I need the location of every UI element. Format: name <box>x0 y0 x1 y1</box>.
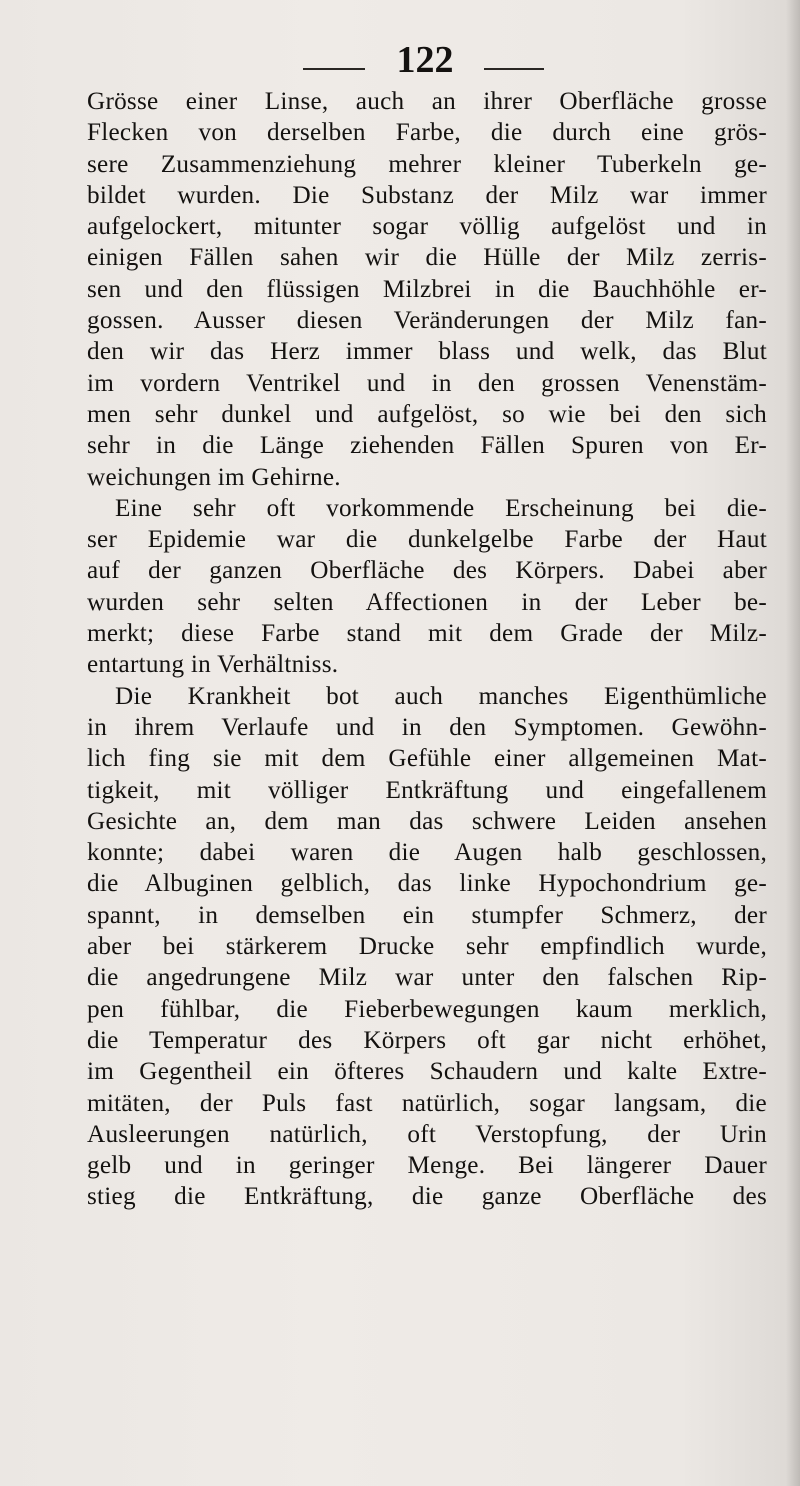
text-line: einigen Fällen sahen wir die Hülle der Milz zerris- <box>87 244 767 272</box>
text-line: die Albuginen gelblich, das linke Hypochondrium ge- <box>87 870 767 898</box>
text-line: weichungen im Gehirne. <box>87 463 341 491</box>
text-line: sere Zusammenziehung mehrer kleiner Tuberkeln ge- <box>87 150 767 178</box>
text-line: die Temperatur des Körpers oft gar nicht erhöhet, <box>87 1026 767 1054</box>
text-line: auf der ganzen Oberfläche des Körpers. Dabei aber <box>87 557 767 585</box>
text-line: im Gegentheil ein öfteres Schaudern und kalte Extre- <box>87 1058 767 1086</box>
text-line: die angedrungene Milz war unter den falschen Rip- <box>87 964 767 992</box>
page-edge-shadow <box>786 0 800 1486</box>
text-line: wurden sehr selten Affectionen in der Leber be- <box>87 588 767 616</box>
text-line: Ausleerungen natürlich, oft Verstopfung, der Urin <box>87 1120 767 1148</box>
text-line: bildet wurden. Die Substanz der Milz war immer <box>87 181 767 209</box>
page-number: 122 <box>396 39 454 81</box>
text-line: gelb und in geringer Menge. Bei längerer Dauer <box>87 1152 767 1180</box>
text-line: Grösse einer Linse, auch an ihrer Oberfläche grosse <box>87 88 767 115</box>
header-rule-left <box>303 68 365 70</box>
text-line: men sehr dunkel und aufgelöst, so wie bei den sich <box>87 400 767 428</box>
text-line: stieg die Entkräftung, die ganze Oberfläche des <box>87 1183 767 1211</box>
text-line: mitäten, der Puls fast natürlich, sogar langsam, die <box>87 1089 767 1117</box>
text-line: Die Krankheit bot auch manches Eigenthümliche <box>115 682 767 710</box>
header-rule-right <box>484 68 544 70</box>
text-line: den wir das Herz immer blass und welk, das Blut <box>87 338 767 366</box>
text-line: Flecken von derselben Farbe, die durch eine grös- <box>87 119 767 147</box>
text-line: Gesichte an, dem man das schwere Leiden ansehen <box>87 807 767 835</box>
text-line: aber bei stärkerem Drucke sehr empfindlich wurde, <box>87 933 767 961</box>
text-line: merkt; diese Farbe stand mit dem Grade der Milz- <box>87 620 767 648</box>
text-line: gossen. Ausser diesen Veränderungen der Milz fan- <box>87 307 767 335</box>
text-line: spannt, in demselben ein stumpfer Schmerz, der <box>87 901 767 929</box>
text-line: entartung in Verhältniss. <box>87 651 339 679</box>
text-line: pen fühlbar, die Fieberbewegungen kaum merklich, <box>87 995 767 1023</box>
text-line: lich fing sie mit dem Gefühle einer allgemeinen Mat- <box>87 745 767 773</box>
text-line: im vordern Ventrikel und in den grossen Venenstäm- <box>87 369 767 397</box>
text-line: Eine sehr oft vorkommende Erscheinung bei die- <box>115 494 767 522</box>
text-line: konnte; dabei waren die Augen halb geschlossen, <box>87 839 767 867</box>
text-line: sen und den flüssigen Milzbrei in die Bauchhöhle er- <box>87 275 767 303</box>
text-line: sehr in die Länge ziehenden Fällen Spuren von Er- <box>87 432 767 460</box>
text-line: tigkeit, mit völliger Entkräftung und eingefallenem <box>87 776 767 804</box>
text-line: aufgelockert, mitunter sogar völlig aufgelöst und in <box>87 213 767 241</box>
body-text <box>87 86 767 1213</box>
text-line: ser Epidemie war die dunkelgelbe Farbe der Haut <box>87 526 767 554</box>
page-header <box>0 40 800 80</box>
text-line: in ihrem Verlaufe und in den Symptomen. Gewöhn- <box>87 713 767 741</box>
